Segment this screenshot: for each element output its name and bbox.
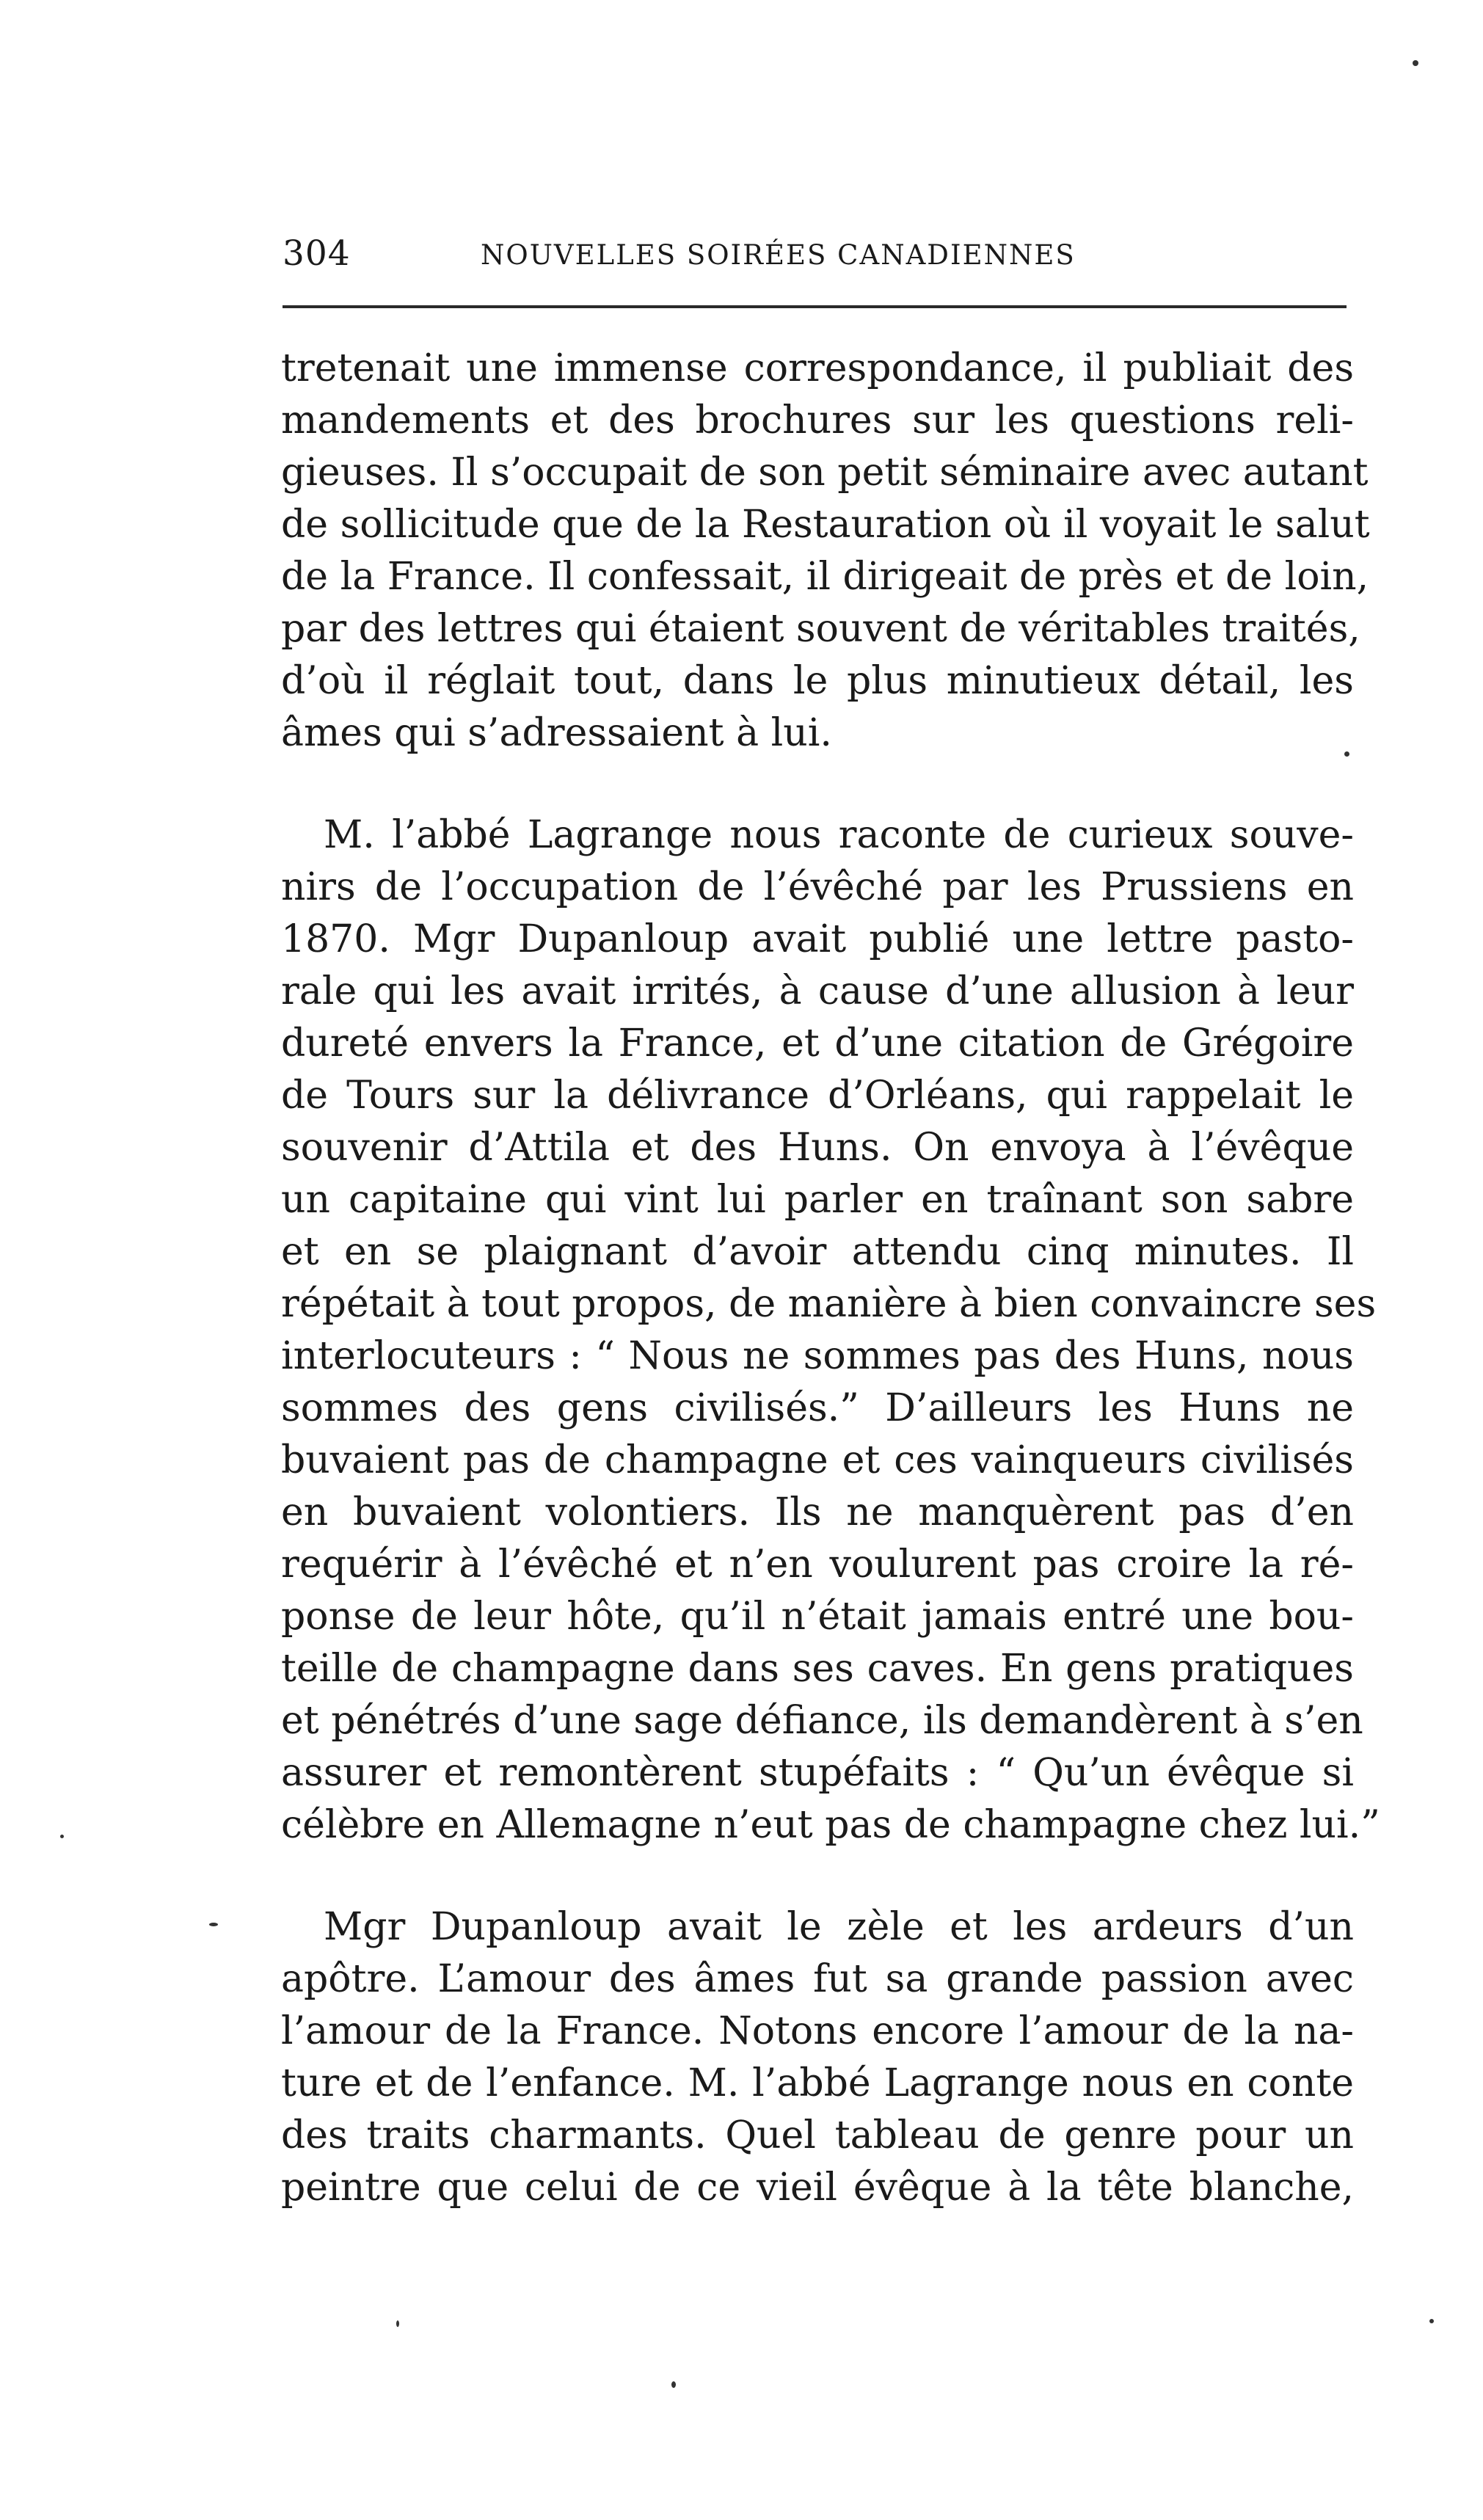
text-line: de Tours sur la délivrance d’Orléans, qui rappelait le bbox=[281, 1074, 1354, 1118]
text-line: tretenait une immense correspondance, il publiait des bbox=[281, 346, 1354, 390]
text-line: peintre que celui de ce vieil évêque à la tête blanche, bbox=[281, 2166, 1354, 2210]
text-line: souvenir d’Attila et des Huns. On envoya à l’évêque bbox=[281, 1126, 1354, 1170]
text-line: l’amour de la France. Notons encore l’amour de la na- bbox=[281, 2009, 1354, 2053]
body-text bbox=[281, 343, 1380, 2214]
paragraph-3 bbox=[281, 1901, 1354, 2214]
paragraph-1 bbox=[281, 343, 1370, 760]
scan-speck bbox=[1344, 751, 1349, 757]
page-number: 304 bbox=[283, 233, 351, 274]
text-line: répétait à tout propos, de manière à bien convaincre ses bbox=[281, 1282, 1377, 1326]
paragraph-2 bbox=[281, 809, 1380, 1851]
text-line: sommes des gens civilisés.” D’ailleurs les Huns ne bbox=[281, 1386, 1354, 1430]
text-line: de sollicitude que de la Restauration où il voyait le salut bbox=[281, 503, 1370, 547]
text-line: des traits charmants. Quel tableau de genre pour un bbox=[281, 2113, 1354, 2157]
scan-speck bbox=[1413, 60, 1418, 66]
text-line: en buvaient volontiers. Ils ne manquèrent pas d’en bbox=[281, 1490, 1354, 1534]
text-line: ponse de leur hôte, qu’il n’était jamais entré une bou- bbox=[281, 1595, 1354, 1639]
text-line: de la France. Il confessait, il dirigeait de près et de loin, bbox=[281, 555, 1369, 599]
text-line: un capitaine qui vint lui parler en traînant son sabre bbox=[281, 1178, 1354, 1222]
text-line: d’où il réglait tout, dans le plus minutieux détail, les bbox=[281, 659, 1354, 703]
text-line: nirs de l’occupation de l’évêché par les Prussiens en bbox=[281, 865, 1354, 909]
header-rule bbox=[283, 305, 1347, 308]
scan-speck bbox=[671, 2381, 676, 2388]
text-line: apôtre. L’amour des âmes fut sa grande passion avec bbox=[281, 1957, 1354, 2001]
text-line: assurer et remontèrent stupéfaits : “ Qu’un évêque si bbox=[281, 1751, 1354, 1795]
text-line: teille de champagne dans ses caves. En gens pratiques bbox=[281, 1647, 1354, 1691]
text-line: âmes qui s’adressaient à lui. bbox=[281, 711, 832, 755]
scan-speck bbox=[396, 2320, 399, 2327]
text-line: et pénétrés d’une sage défiance, ils demandèrent à s’en bbox=[281, 1699, 1363, 1743]
text-line: requérir à l’évêché et n’en voulurent pas croire la ré- bbox=[281, 1543, 1354, 1587]
scan-speck bbox=[1429, 2319, 1434, 2323]
text-line: dureté envers la France, et d’une citation de Grégoire bbox=[281, 1022, 1354, 1066]
paragraph-gap bbox=[281, 760, 1354, 809]
text-line: célèbre en Allemagne n’eut pas de champagne chez lui.” bbox=[281, 1803, 1380, 1847]
text-line: M. l’abbé Lagrange nous raconte de curieux souve- bbox=[324, 813, 1354, 857]
text-line: gieuses. Il s’occupait de son petit séminaire avec autant bbox=[281, 451, 1369, 495]
text-line: et en se plaignant d’avoir attendu cinq minutes. Il bbox=[281, 1230, 1354, 1274]
running-head bbox=[283, 227, 1347, 286]
book-title: NOUVELLES SOIRÉES CANADIENNES bbox=[481, 239, 1076, 271]
text-line: par des lettres qui étaient souvent de véritables traités, bbox=[281, 607, 1360, 651]
text-line: mandements et des brochures sur les questions reli- bbox=[281, 398, 1354, 443]
text-line: buvaient pas de champagne et ces vainqueurs civilisés bbox=[281, 1438, 1354, 1482]
text-line: interlocuteurs : “ Nous ne sommes pas des Huns, nous bbox=[281, 1334, 1354, 1378]
text-line: Mgr Dupanloup avait le zèle et les ardeurs d’un bbox=[324, 1905, 1354, 1949]
scan-speck bbox=[209, 1923, 218, 1926]
text-line: ture et de l’enfance. M. l’abbé Lagrange nous en conte bbox=[281, 2061, 1354, 2105]
text-line: rale qui les avait irrités, à cause d’une allusion à leur bbox=[281, 969, 1354, 1013]
scan-speck bbox=[60, 1835, 64, 1838]
text-line: 1870. Mgr Dupanloup avait publié une lettre pasto- bbox=[281, 917, 1354, 961]
paragraph-gap bbox=[281, 1851, 1354, 1901]
